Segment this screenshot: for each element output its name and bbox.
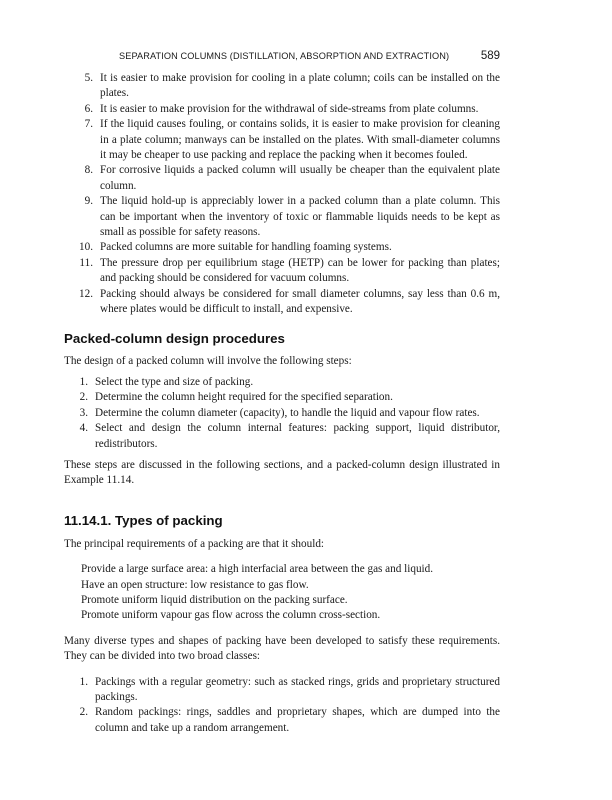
- item-text: Packing should always be considered for small diameter columns, say less than 0.6 m, where plates would be difficult to install, and expensive.: [100, 287, 500, 316]
- item-text: Select and design the column internal features: packing support, liquid distributor, redistributors.: [95, 422, 500, 450]
- design-procedures-closing: These steps are discussed in the following sections, and a packed-column design illustrated in Example 11.14.: [64, 458, 500, 487]
- advantages-list: [64, 71, 500, 318]
- list-item: [64, 71, 500, 102]
- packing-requirements-list: [81, 562, 500, 624]
- design-procedures-intro: The design of a packed column will involve the following steps:: [64, 354, 352, 367]
- packing-classes-list: [64, 675, 500, 737]
- item-text: The pressure drop per equilibrium stage (HETP) can be lower for packing than plates; and packing should be considered for vacuum columns.: [100, 256, 500, 285]
- item-text: The liquid hold-up is appreciably lower in a packed column than a plate column. This can be important when the inventory of toxic or flammable liquids needs to be kept as small as possible for safety reasons.: [100, 195, 500, 239]
- item-number: 2.: [79, 391, 88, 404]
- item-number: 8.: [84, 164, 93, 177]
- page-number: 589: [480, 50, 500, 62]
- item-text: For corrosive liquids a packed column will usually be cheaper than the equivalent plate column.: [100, 164, 500, 192]
- types-of-packing-heading: 11.14.1. Types of packing: [64, 512, 223, 528]
- design-procedures-heading: Packed-column design procedures: [64, 330, 285, 346]
- item-text: Random packings: rings, saddles and proprietary shapes, which are dumped into the column and take up a random arrangement.: [95, 706, 500, 734]
- list-item: [64, 256, 500, 287]
- list-item: [64, 117, 500, 163]
- running-head: [119, 50, 500, 62]
- item-number: 6.: [84, 102, 93, 115]
- list-item: [64, 163, 500, 194]
- list-item: Provide a large surface area: a high interfacial area between the gas and liquid.: [81, 563, 434, 576]
- types-of-packing-intro: The principal requirements of a packing are that it should:: [64, 537, 325, 550]
- item-number: 10.: [79, 241, 93, 254]
- item-number: 1.: [79, 375, 88, 388]
- item-number: 5.: [84, 72, 93, 84]
- item-number: 2.: [79, 706, 88, 719]
- list-item: Promote uniform liquid distribution on the packing surface.: [81, 593, 348, 606]
- list-item: [64, 390, 500, 405]
- list-item: [64, 375, 500, 390]
- item-number: 11.: [79, 256, 93, 269]
- item-number: 12.: [79, 287, 93, 300]
- list-item: [64, 705, 500, 736]
- list-item: [64, 240, 500, 255]
- item-number: 4.: [79, 422, 88, 435]
- item-number: 3.: [79, 406, 88, 419]
- list-item: [64, 194, 500, 240]
- item-number: 9.: [84, 195, 93, 208]
- packing-classes-intro: Many diverse types and shapes of packing have been developed to satisfy these requirements. They can be divided into two broad classes:: [64, 634, 500, 663]
- design-steps-list: [64, 375, 500, 452]
- list-item: [64, 406, 500, 421]
- page: [64, 50, 500, 736]
- item-text: Select the type and size of packing.: [95, 375, 254, 388]
- item-text: Determine the column height required for the specified separation.: [95, 391, 393, 404]
- item-text: Packings with a regular geometry: such as stacked rings, grids and proprietary structured packings.: [95, 675, 500, 703]
- item-text: It is easier to make provision for the withdrawal of side-streams from plate columns.: [100, 102, 479, 115]
- list-item: Have an open structure: low resistance to gas flow.: [81, 578, 309, 591]
- item-text: If the liquid causes fouling, or contains solids, it is easier to make provision for cleaning in a plate column; manways can be installed on the plates. With small-diameter columns it may be cheaper to use packing and replace the packing when it becomes fouled.: [100, 118, 500, 162]
- running-title: SEPARATION COLUMNS (DISTILLATION, ABSORPTION AND EXTRACTION): [119, 51, 450, 61]
- item-number: 1.: [79, 675, 88, 688]
- list-item: Promote uniform vapour gas flow across the column cross-section.: [81, 609, 381, 622]
- item-text: It is easier to make provision for cooling in a plate column; coils can be installed on the plates.: [100, 72, 500, 100]
- list-item: [64, 421, 500, 452]
- list-item: [64, 102, 500, 117]
- item-text: Determine the column diameter (capacity), to handle the liquid and vapour flow rates.: [95, 406, 480, 419]
- list-item: [64, 287, 500, 318]
- item-text: Packed columns are more suitable for handling foaming systems.: [100, 241, 392, 254]
- item-number: 7.: [84, 118, 93, 131]
- list-item: [64, 675, 500, 706]
